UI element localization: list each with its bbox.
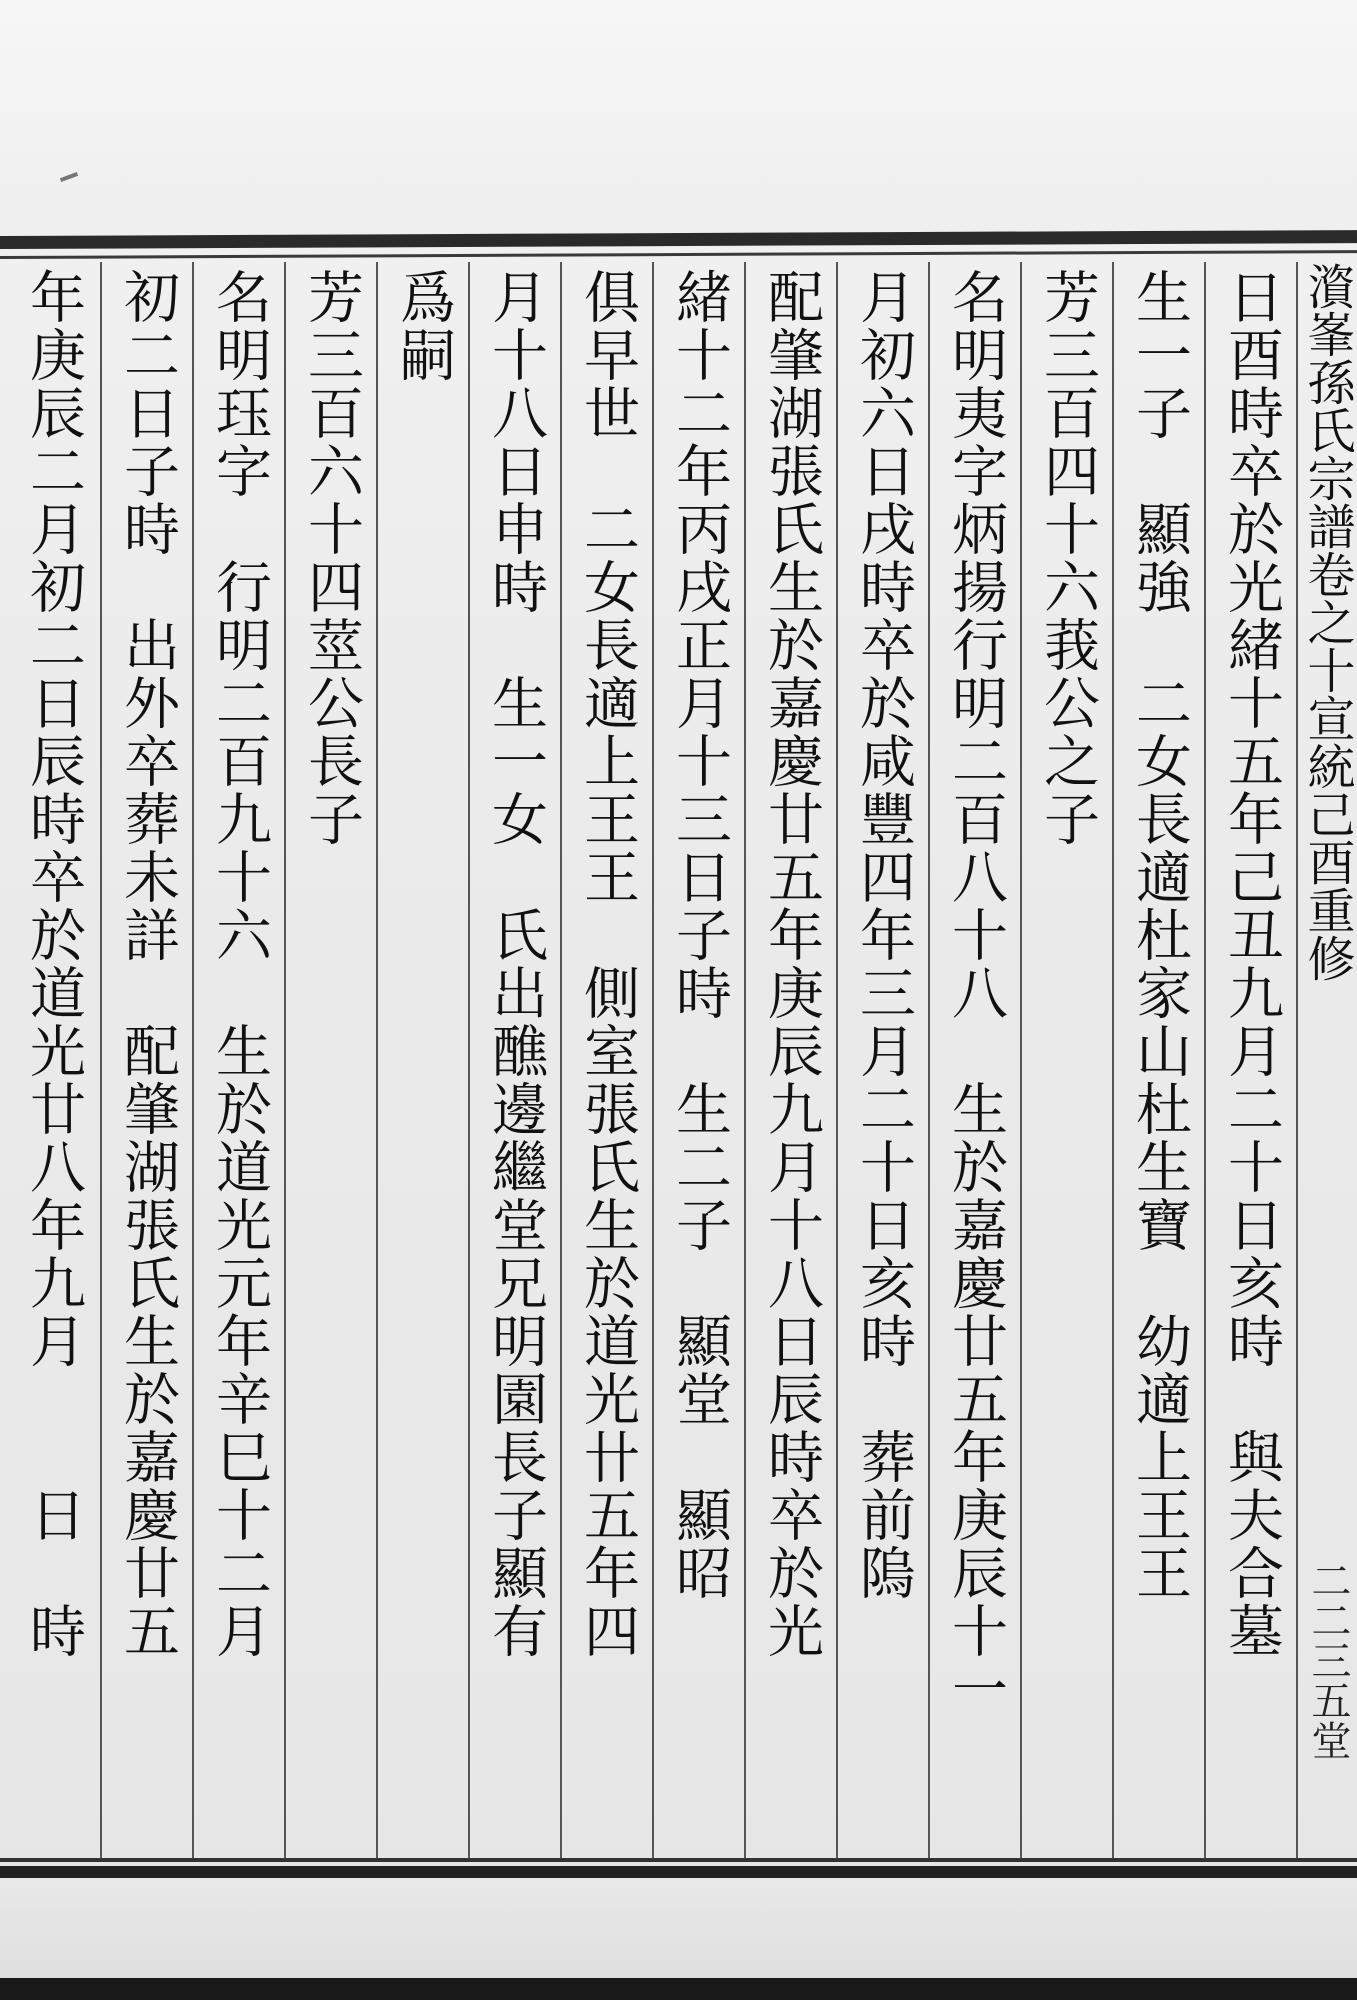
text-column: 芳三百六十四莖公長子	[299, 268, 364, 848]
column-divider	[468, 262, 470, 1858]
bottom-border-rule	[0, 1866, 1357, 1878]
bottom-inner-rule	[0, 1858, 1357, 1862]
top-inner-rule	[0, 250, 1357, 259]
text-column: 配肇湖張氏生於嘉慶廿五年庚辰九月十八日辰時卒於光	[759, 268, 824, 1660]
text-column: 芳三百四十六莪公之子	[1035, 268, 1100, 848]
text-column: 名明珏字 行明二百九十六 生於道光元年辛巳十二月	[207, 268, 272, 1660]
column-divider	[100, 262, 102, 1858]
text-column: 爲嗣	[391, 268, 456, 384]
page-number-column	[1300, 1560, 1356, 1760]
bottom-margin	[0, 1878, 1357, 2000]
text-column: 初二日子時 出外卒葬未詳 配肇湖張氏生於嘉慶廿五	[115, 268, 180, 1660]
text-column: 月初六日戌時卒於咸豐四年三月二十日亥時 葬前隖	[851, 268, 916, 1602]
column-divider	[192, 262, 194, 1858]
edition-label: 宣統己酉重修	[1299, 694, 1355, 982]
text-column: 俱早世 二女長適上王王 側室張氏生於道光卄五年四	[575, 268, 640, 1660]
column-divider	[284, 262, 286, 1858]
text-column: 月十八日申時 生一女 氏出醮邊繼堂兄明園長子顯有	[483, 268, 548, 1660]
column-divider	[652, 262, 654, 1858]
text-column: 生一子 顯強 二女長適杜家山杜生寶 幼適上王王	[1127, 268, 1192, 1602]
text-column: 年庚辰二月初二日辰時卒於道光廿八年九月 日 時	[21, 268, 86, 1660]
column-divider	[744, 262, 746, 1858]
column-divider	[928, 262, 930, 1858]
hall-name: 三五堂	[1305, 1640, 1351, 1760]
text-column: 名明夷字炳揚行明二百八十八 生於嘉慶廿五年庚辰十一	[943, 268, 1008, 1718]
top-margin	[0, 0, 1357, 235]
book-title: 澬峯孫氏宗譜	[1299, 262, 1355, 550]
volume-label: 卷之十	[1299, 550, 1355, 694]
column-divider	[560, 262, 562, 1858]
column-divider	[836, 262, 838, 1858]
column-divider	[1204, 262, 1206, 1858]
column-divider	[1112, 262, 1114, 1858]
text-column: 日酉時卒於光緒十五年己丑九月二十日亥時 與夫合墓	[1219, 268, 1284, 1660]
text-column: 緒十二年丙戌正月十三日子時 生二子 顯堂 顯昭	[667, 268, 732, 1602]
folio-number: 二二	[1305, 1560, 1351, 1640]
column-divider	[376, 262, 378, 1858]
column-divider	[1020, 262, 1022, 1858]
